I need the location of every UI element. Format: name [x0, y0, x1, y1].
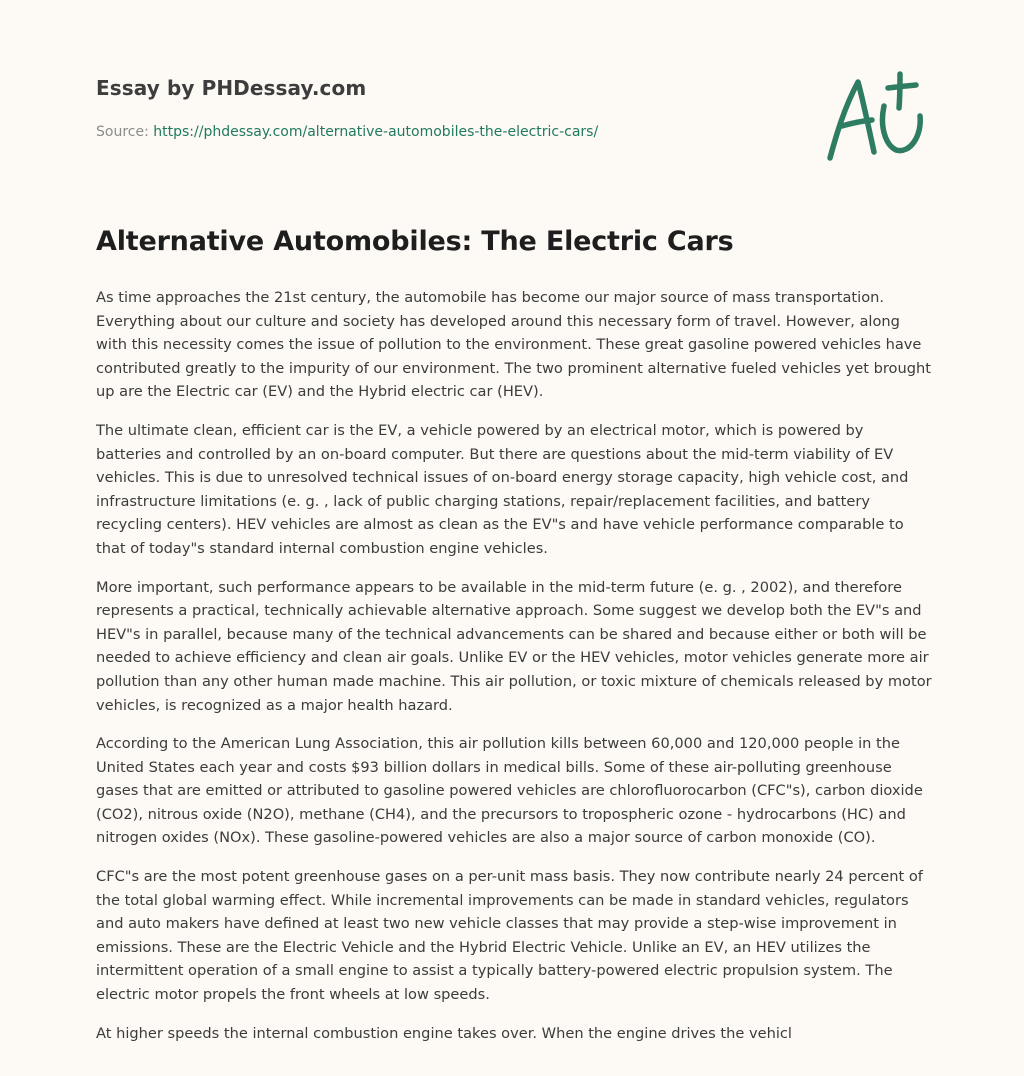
paragraph: At higher speeds the internal combustion engine takes over. When the engine drives the vehicl [96, 1024, 792, 1042]
essay-title: Alternative Automobiles: The Electric Cars [96, 226, 734, 257]
site-brand: Essay by PHDessay.com [96, 76, 367, 100]
paragraph: CFC"s are the most potent greenhouse gases on a per-unit mass basis. They now contribute nearly 24 percent of the total global warming effect. While incremental improvements can be made in standard vehicles, regulators and auto makers have defined at least two new vehicle classes that may provide a step-wise improvement in emissions. These are the Electric Vehicle and the Hybrid Electric Vehicle. Unlike an EV, an HEV utilizes the intermittent operation of a small engine to assist a typically battery-powered electric propulsion system. The electric motor propels the front wheels at low speeds. [96, 868, 923, 1004]
paragraph: According to the American Lung Association, this air pollution kills between 60,000 and 120,000 people in the United States each year and costs $93 billion dollars in medical bills. Some of these air-polluting greenhouse gases that are emitted or attributed to gasoline powered vehicles are chlorofluorocarbon (CFC"s), carbon dioxide (CO2), nitrous oxide (N2O), methane (CH4), and the precursors to tropospheric ozone - hydrocarbons (HC) and nitrogen oxides (NOx). These gasoline-powered vehicles are also a major source of carbon monoxide (CO). [96, 735, 923, 847]
source-label: Source: [96, 124, 154, 140]
paragraph: The ultimate clean, efficient car is the EV, a vehicle powered by an electrical motor, which is powered by batteries and controlled by an on-board computer. But there are questions about the mid-term viability of EV vehicles. This is due to unresolved technical issues of on-board energy storage capacity, high vehicle cost, and infrastructure limitations (e. g. , lack of public charging stations, repair/replacement facilities, and battery recycling centers). HEV vehicles are almost as clean as the EV"s and have vehicle performance comparable to that of today"s standard internal combustion engine vehicles. [96, 421, 909, 557]
paragraph: More important, such performance appears to be available in the mid-term future (e. g. , 2002), and therefore represents a practical, technically achievable alternative approach. Some suggest we develop both the EV"s and HEV"s in parallel, because many of the technical advancements can be shared and because either or both will be needed to achieve efficiency and clean air goals. Unlike EV or the HEV vehicles, motor vehicles generate more air pollution than any other human made machine. This air pollution, or toxic mixture of chemicals released by motor vehicles, is recognized as a major health hazard. [96, 578, 932, 714]
essay-body [96, 286, 932, 1060]
source-line [96, 124, 598, 140]
source-link[interactable]: https://phdessay.com/alternative-automobiles-the-electric-cars/ [153, 124, 599, 140]
a-plus-logo-icon [822, 66, 930, 166]
paragraph: As time approaches the 21st century, the automobile has become our major source of mass transportation. Everything about our culture and society has developed around this necessary form of travel. However, along with this necessity comes the issue of pollution to the environment. These great gasoline powered vehicles have contributed greatly to the impurity of our environment. The two prominent alternative fueled vehicles yet brought up are the Electric car (EV) and the Hybrid electric car (HEV). [96, 289, 931, 401]
